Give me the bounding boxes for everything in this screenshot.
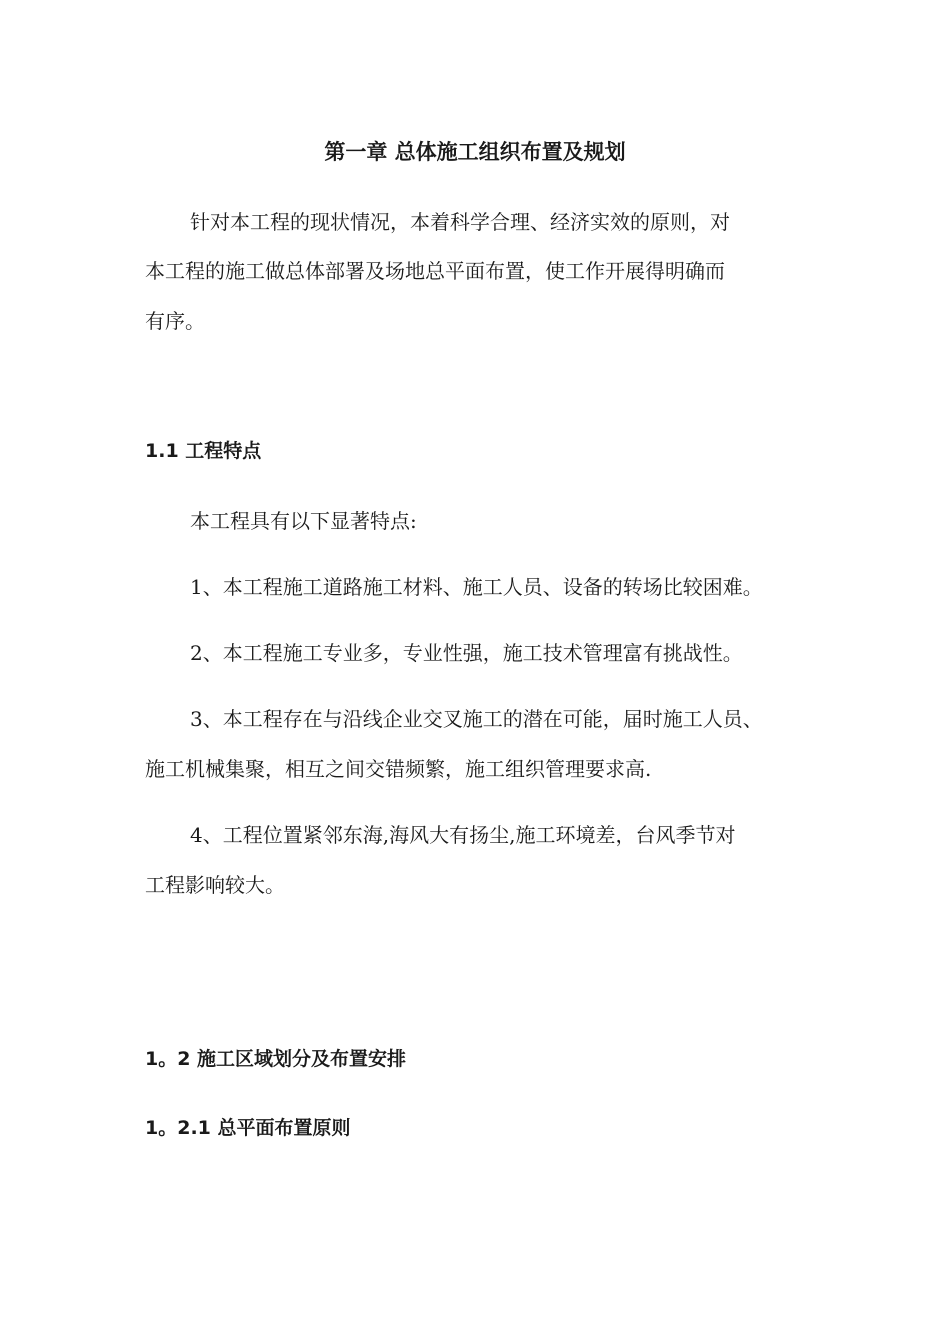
section-heading-1-2: 1。2 施工区域划分及布置安排 <box>145 1048 407 1070</box>
section-heading-1-1: 1.1 工程特点 <box>145 440 262 462</box>
feature-item-2: 2、本工程施工专业多，专业性强，施工技术管理富有挑战性。 <box>190 641 743 665</box>
features-lead: 本工程具有以下显著特点: <box>190 509 417 533</box>
feature-item-4-line-1: 4、工程位置紧邻东海,海风大有扬尘,施工环境差，台风季节对 <box>190 823 736 847</box>
feature-item-1: 1、本工程施工道路施工材料、施工人员、设备的转场比较困难。 <box>190 575 763 599</box>
intro-line-1: 针对本工程的现状情况，本着科学合理、经济实效的原则，对 <box>190 210 730 234</box>
feature-item-4-line-2: 工程影响较大。 <box>145 873 285 897</box>
feature-item-3-line-1: 3、本工程存在与沿线企业交叉施工的潜在可能，届时施工人员、 <box>190 707 763 731</box>
chapter-title: 第一章 总体施工组织布置及规划 <box>324 140 626 164</box>
section-heading-1-2-1: 1。2.1 总平面布置原则 <box>145 1117 351 1139</box>
intro-line-2: 本工程的施工做总体部署及场地总平面布置，使工作开展得明确而 <box>145 259 725 283</box>
intro-line-3: 有序。 <box>145 309 205 333</box>
feature-item-3-line-2: 施工机械集聚，相互之间交错频繁，施工组织管理要求高. <box>145 757 652 781</box>
